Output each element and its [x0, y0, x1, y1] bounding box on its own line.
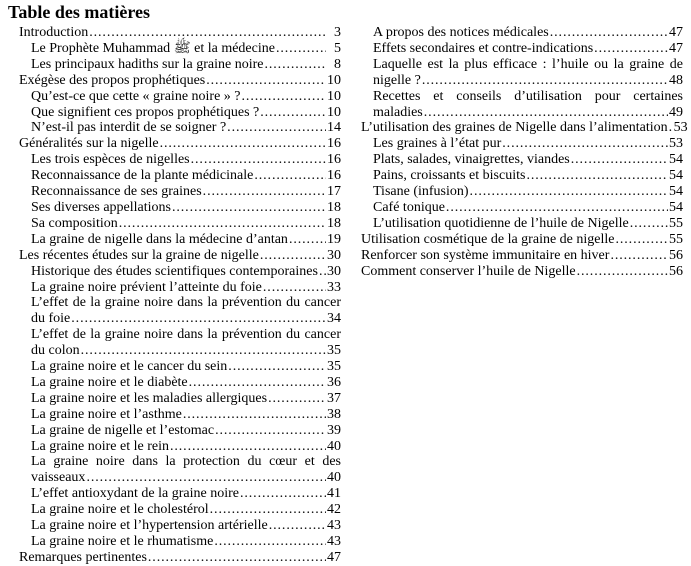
toc-entry-line — [31, 216, 341, 232]
dot-leader — [214, 534, 326, 550]
toc-entry[interactable] — [8, 327, 341, 359]
toc-entry[interactable] — [8, 41, 341, 57]
toc-entry-text: Généralités sur la nigelle — [19, 136, 159, 152]
dot-leader — [203, 184, 326, 200]
dot-leader — [260, 105, 326, 121]
toc-entry-text: La graine noire prévient l’atteinte du foie — [31, 279, 262, 295]
dot-leader — [630, 216, 668, 232]
toc-entry[interactable] — [8, 534, 341, 550]
page-number: 36 — [327, 374, 341, 390]
dot-leader — [81, 343, 326, 359]
toc-entry[interactable] — [8, 136, 341, 152]
page-number: 34 — [327, 311, 341, 327]
toc-entry-text: Tisane (infusion) — [373, 184, 469, 200]
toc-entry-text: Utilisation cosmétique de la graine de nigelle — [361, 231, 615, 247]
toc-entry-line — [19, 73, 341, 89]
toc-entry-line — [31, 502, 341, 518]
toc-entry-text: Reconnaissance de ses graines — [31, 184, 202, 200]
toc-entry-line — [31, 105, 341, 121]
page-number: 54 — [669, 168, 683, 184]
toc-entry[interactable] — [350, 136, 683, 152]
toc-entry-line — [31, 534, 341, 550]
toc-entry-text: Reconnaissance de la plante médicinale — [31, 168, 254, 184]
toc-entry[interactable] — [8, 280, 341, 296]
toc-entry-line — [31, 168, 341, 184]
page-number: 16 — [327, 136, 341, 152]
page-number: 35 — [327, 343, 341, 359]
dot-leader — [610, 248, 668, 264]
toc-entry-text: Ses diverses appellations — [31, 199, 171, 215]
toc-entry-text: Café tonique — [373, 199, 445, 215]
toc-entry-text: La graine noire et le diabète — [31, 374, 188, 390]
page-number: 18 — [327, 215, 341, 231]
dot-leader — [446, 200, 668, 216]
page-title: Table des matières — [8, 2, 150, 22]
toc-entry[interactable] — [350, 41, 683, 57]
toc-entry[interactable] — [8, 200, 341, 216]
toc-entry-text: Le Prophète Muhammad ﷺ et la médecine — [31, 40, 275, 56]
toc-entry[interactable] — [8, 248, 341, 264]
page-number: 40 — [327, 470, 341, 486]
dot-leader — [289, 232, 326, 248]
toc-entry-line — [31, 120, 341, 136]
page-number: 30 — [327, 263, 341, 279]
dot-leader — [577, 264, 668, 280]
toc-entry[interactable] — [8, 25, 341, 41]
toc-entry-line — [31, 200, 341, 216]
toc-entry-line — [373, 200, 683, 216]
toc-entry[interactable] — [8, 518, 341, 534]
toc-entry-text: La graine noire et le cancer du sein — [31, 359, 228, 375]
page-number: 18 — [327, 199, 341, 215]
toc-entry-text: La graine noire et l’hypertension artérielle — [31, 518, 268, 534]
toc-entry-text: Introduction — [19, 25, 89, 40]
toc-entry-line — [19, 136, 341, 152]
dot-leader — [550, 25, 668, 41]
toc-entry-text: Remarques pertinentes — [19, 549, 147, 565]
toc-entry-text: L’effet antioxydant de la graine noire — [31, 486, 239, 502]
toc-entry[interactable] — [8, 232, 341, 248]
toc-entry-text: Exégèse des propos prophétiques — [19, 72, 206, 88]
page-number: 49 — [669, 104, 683, 120]
page-number: 42 — [327, 502, 341, 518]
toc-entry-line — [31, 375, 341, 391]
toc-entry-line — [31, 423, 341, 439]
toc-entry[interactable] — [8, 375, 341, 391]
dot-leader — [422, 73, 668, 89]
page-number: 10 — [327, 88, 341, 104]
dot-leader — [263, 280, 326, 296]
toc-column-right — [350, 25, 688, 280]
dot-leader — [227, 120, 326, 136]
page-number: 56 — [669, 263, 683, 279]
toc-entry[interactable] — [8, 486, 341, 502]
toc-entry-text: La graine noire et l’asthme — [31, 406, 182, 422]
toc-entry[interactable] — [8, 152, 341, 168]
toc-entry[interactable] — [8, 120, 341, 136]
toc-entry-line — [31, 486, 341, 502]
toc-entry-text: La graine noire et le rhumatisme — [31, 534, 214, 549]
toc-entry-text: L’utilisation des graines de Nigelle dans l’alimentation — [361, 120, 668, 136]
toc-entry-text: La graine noire et le cholestérol — [31, 502, 209, 518]
page-number: 54 — [669, 152, 683, 168]
toc-entry[interactable] — [350, 25, 683, 41]
dot-leader — [242, 89, 326, 105]
toc-entry[interactable] — [8, 391, 341, 407]
dot-leader — [183, 407, 326, 423]
dot-leader — [89, 25, 326, 41]
toc-entry-line — [19, 25, 341, 41]
page-number: 33 — [327, 279, 341, 295]
toc-entry-line — [373, 152, 683, 168]
toc-entry-text: Les principaux hadiths sur la graine noire — [31, 56, 264, 72]
page-number: 53 — [673, 120, 688, 136]
toc-entry-line — [31, 264, 341, 280]
page-number: 53 — [669, 136, 683, 152]
toc-entry-line — [31, 89, 341, 105]
toc-column-left — [8, 25, 341, 566]
page-number: 47 — [327, 549, 341, 565]
toc-entry-line — [31, 391, 341, 407]
dot-leader — [119, 216, 326, 232]
toc-entry-line — [31, 518, 341, 534]
toc-entry-text: La graine noire et les maladies allergiques — [31, 390, 268, 406]
dot-leader — [240, 486, 326, 502]
page-number: 54 — [669, 199, 683, 215]
page-number: 3 — [334, 25, 341, 40]
toc-entry[interactable] — [350, 57, 683, 89]
dot-leader — [148, 550, 326, 566]
toc-entry[interactable] — [8, 264, 341, 280]
toc-entry-line — [31, 280, 341, 296]
dot-leader — [264, 57, 326, 73]
toc-entry[interactable] — [8, 502, 341, 518]
page-number: 43 — [327, 518, 341, 534]
toc-entry-line — [31, 41, 341, 57]
page-number: 43 — [327, 534, 341, 549]
page-number: 16 — [327, 168, 341, 184]
page-number: 40 — [327, 438, 341, 454]
page-number: 35 — [327, 359, 341, 375]
toc-entry-line — [373, 184, 683, 200]
toc-entry-line — [373, 216, 683, 232]
page-number: 55 — [669, 231, 683, 247]
toc-entry-line — [361, 248, 683, 264]
toc-entry-line — [373, 25, 683, 41]
toc-entry-text: L’effet de la graine noire dans la prévention du cancer — [31, 327, 341, 343]
dot-leader — [276, 41, 326, 57]
dot-leader — [172, 200, 326, 216]
toc-entry[interactable] — [350, 120, 688, 136]
toc-entry[interactable] — [8, 73, 341, 89]
toc-entry-line — [31, 311, 341, 327]
toc-entry-line — [31, 407, 341, 423]
page-number: 14 — [327, 120, 341, 136]
toc-entry-text: du colon — [31, 343, 80, 359]
dot-leader — [86, 470, 326, 486]
toc-entry-text: La graine noire dans la protection du cœur et des — [31, 454, 341, 470]
toc-entry-text: Plats, salades, vinaigrettes, viandes — [373, 152, 570, 168]
page-number: 54 — [669, 184, 683, 200]
dot-leader — [228, 359, 326, 375]
toc-entry-text: Les récentes études sur la graine de nigelle — [19, 247, 259, 263]
toc-entry[interactable] — [8, 423, 341, 439]
dot-leader — [319, 264, 326, 280]
page-number: 41 — [327, 486, 341, 502]
dot-leader — [260, 248, 326, 264]
page-number: 56 — [669, 247, 683, 263]
toc-entry-line — [373, 168, 683, 184]
toc-entry[interactable] — [8, 105, 341, 121]
toc-entry[interactable] — [350, 168, 683, 184]
page-number: 10 — [327, 104, 341, 120]
page-number: 39 — [327, 422, 341, 438]
toc-entry[interactable] — [8, 407, 341, 423]
toc-entry-text: Que signifient ces propos prophétiques ? — [31, 104, 260, 120]
toc-entry-line — [361, 232, 683, 248]
toc-entry-text: Recettes et conseils d’utilisation pour certaines — [373, 88, 683, 104]
dot-leader — [594, 41, 668, 57]
toc-entry-text: L’utilisation quotidienne de l’huile de Nigelle — [373, 215, 629, 231]
toc-entry-text: Sa composition — [31, 215, 118, 231]
dot-leader — [268, 391, 326, 407]
toc-entry[interactable] — [8, 184, 341, 200]
toc-entry-text: Renforcer son système immunitaire en hiver — [361, 247, 610, 263]
dot-leader — [191, 152, 326, 168]
toc-entry[interactable] — [8, 454, 341, 486]
toc-entry-text: Les graines à l’état pur — [373, 136, 502, 152]
toc-entry[interactable] — [8, 216, 341, 232]
toc-entry-text: A propos des notices médicales — [373, 25, 549, 40]
dot-leader — [615, 232, 668, 248]
dot-leader — [160, 136, 326, 152]
toc-entry[interactable] — [8, 295, 341, 327]
toc-entry-line — [31, 57, 341, 73]
toc-entry[interactable] — [350, 200, 683, 216]
toc-entry-line — [31, 152, 341, 168]
toc-entry-line — [373, 105, 683, 121]
toc-entry-line — [19, 248, 341, 264]
toc-entry-line — [31, 232, 341, 248]
toc-entry-text: La graine de nigelle dans la médecine d’antan — [31, 231, 288, 247]
toc-entry-text: Pains, croissants et biscuits — [373, 168, 526, 184]
toc-entry-text: Historique des études scientifiques contemporaines — [31, 263, 318, 279]
toc-entry-text: La graine de nigelle et l’estomac — [31, 422, 215, 438]
toc-entry[interactable] — [8, 550, 341, 566]
toc-entry-line — [361, 264, 683, 280]
dot-leader — [170, 439, 326, 455]
toc-entry[interactable] — [8, 359, 341, 375]
toc-entry-text: vaisseaux — [31, 470, 86, 486]
toc-entry-line — [373, 73, 683, 89]
toc-entry-line — [31, 343, 341, 359]
toc-entry[interactable] — [350, 248, 683, 264]
dot-leader — [571, 152, 668, 168]
toc-entry-text: Qu’est-ce que cette « graine noire » ? — [31, 88, 241, 104]
dot-leader — [189, 375, 326, 391]
toc-entry-text: N’est-il pas interdit de se soigner ? — [31, 120, 227, 136]
page-number: 55 — [669, 215, 683, 231]
toc-entry[interactable] — [350, 216, 683, 232]
dot-leader — [71, 311, 326, 327]
toc-entry[interactable] — [350, 184, 683, 200]
page-number: 5 — [334, 40, 341, 56]
toc-entry-line — [373, 41, 683, 57]
toc-entry[interactable] — [8, 168, 341, 184]
page-number: 47 — [669, 25, 683, 40]
toc-entry-text: maladies — [373, 104, 423, 120]
toc-entry-line — [31, 359, 341, 375]
dot-leader — [470, 184, 668, 200]
toc-entry-line — [373, 136, 683, 152]
toc-entry-text: Les trois espèces de nigelles — [31, 152, 190, 168]
toc-entry-line — [31, 184, 341, 200]
toc-entry[interactable] — [350, 232, 683, 248]
toc-entry-text: La graine noire et le rein — [31, 438, 169, 454]
dot-leader — [206, 73, 326, 89]
page-number: 38 — [327, 406, 341, 422]
dot-leader — [502, 136, 668, 152]
toc-entry[interactable] — [8, 57, 341, 73]
toc-entry[interactable] — [8, 89, 341, 105]
page-number: 8 — [334, 56, 341, 72]
page-number: 19 — [327, 231, 341, 247]
toc-entry-line — [19, 550, 341, 566]
toc-entry-line — [31, 470, 341, 486]
page-number: 16 — [327, 152, 341, 168]
toc-entry-text: du foie — [31, 311, 71, 327]
dot-leader — [526, 168, 668, 184]
toc-entry-text: Effets secondaires et contre-indications — [373, 40, 594, 56]
toc-entry[interactable] — [350, 152, 683, 168]
toc-entry-line — [361, 120, 688, 136]
toc-entry-text: L’effet de la graine noire dans la prévention du cancer — [31, 295, 341, 311]
toc-columns — [8, 25, 688, 566]
page-number: 37 — [327, 390, 341, 406]
page-number: 10 — [327, 72, 341, 88]
page-number: 47 — [669, 40, 683, 56]
dot-leader — [424, 105, 668, 121]
toc-entry-text: Laquelle est la plus efficace : l’huile ou la graine de — [373, 56, 683, 72]
dot-leader — [210, 502, 326, 518]
toc-entry-text: Comment conserver l’huile de Nigelle — [361, 263, 576, 279]
dot-leader — [269, 518, 326, 534]
page-number: 30 — [327, 247, 341, 263]
page-number: 48 — [669, 72, 683, 88]
toc-entry[interactable] — [350, 89, 683, 121]
dot-leader — [254, 168, 326, 184]
page-number: 17 — [327, 184, 341, 200]
toc-entry[interactable] — [8, 439, 341, 455]
toc-entry[interactable] — [350, 264, 683, 280]
toc-entry-text: nigelle ? — [373, 72, 421, 88]
toc-entry-line — [31, 439, 341, 455]
dot-leader — [215, 423, 326, 439]
